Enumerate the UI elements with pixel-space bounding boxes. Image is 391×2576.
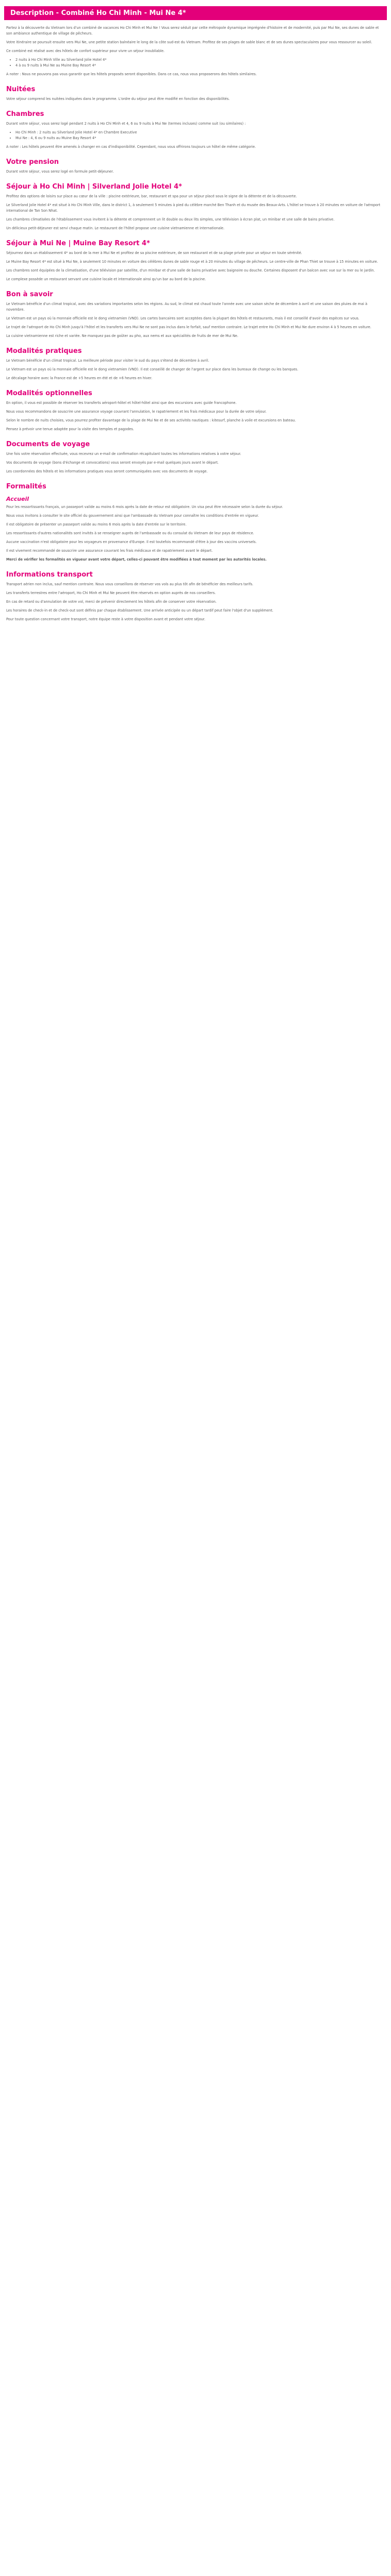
room-item: • Ho Chi Minh : 2 nuits au Silverland Jolie Hotel 4* en Chambre Executive [15, 130, 385, 135]
documents-paragraph: Vos documents de voyage (bons d'échange et convocations) vous seront envoyés par e-mail quelques jours avant le départ. [6, 461, 219, 465]
nights-paragraph: Votre séjour comprend les nuitées indiquées dans le programme. L'ordre du séjour peut être modifié en fonction des disponibilités. [6, 97, 230, 101]
description-banner: Description - Combiné Ho Chi Minh - Mui Ne 4* [4, 6, 387, 20]
optional-paragraph: En option, il vous est possible de réserver les transferts aéroport-hôtel et hôtel-hôtel ainsi que des excursions avec guide francophone. [6, 401, 237, 405]
rooms-heading: Chambres [6, 110, 44, 118]
formalities-paragraph: Les ressortissants d'autres nationalités sont invités à se renseigner auprès de l'ambassade ou du consulat du Vietnam de leur pays de résidence. [6, 531, 254, 535]
rooms-list [6, 130, 385, 141]
mui-ne-stay-heading: Séjour à Mui Ne | Muine Bay Resort 4* [6, 240, 150, 247]
good-to-know-paragraph: La cuisine vietnamienne est riche et variée. Ne manquez pas de goûter au pho, aux nems et aux spécialités de fruits de mer de Mui Ne. [6, 334, 238, 338]
practical-paragraph: Le Vietnam bénéficie d'un climat tropical. La meilleure période pour visiter le sud du pays s'étend de décembre à avril. [6, 359, 209, 363]
formalities-paragraph: Nous vous invitons à consulter le site officiel du gouvernement ainsi que l'ambassade du Vietnam pour connaître les conditions d'entrée en vigueur. [6, 514, 259, 518]
transport-heading: Informations transport [6, 571, 93, 579]
optional-heading: Modalités optionnelles [6, 389, 92, 397]
documents-paragraph: Les coordonnées des hôtels et les informations pratiques vous seront communiquées avec vos documents de voyage. [6, 469, 208, 473]
formalities-paragraph: Il est vivement recommandé de souscrire une assurance couvrant les frais médicaux et de rapatriement avant le départ. [6, 549, 213, 553]
intro-paragraph: Partez à la découverte du Vietnam lors d'un combiné de vacances Ho Chi Minh et Mui Ne ! Vous serez séduit par cette métropole dynamique imprégnée d'histoire et de modernité, puis par Mui Ne, ses dunes de sable et son ambiance authentique de village de pêcheurs. [6, 26, 379, 36]
page [0, 6, 391, 636]
documents-paragraph: Une fois votre réservation effectuée, vous recevrez un e-mail de confirmation récapitulant toutes les informations relatives à votre séjour. [6, 452, 241, 456]
mui-ne-paragraph: Séjournez dans un établissement 4* au bord de la mer à Mui Ne et profitez de sa piscine extérieure, de son restaurant et de sa plage privée pour un séjour en toute sérénité. [6, 251, 302, 255]
intro-section [0, 25, 391, 622]
hcm-paragraph: Profitez des options de loisirs sur place au cœur de la ville : piscine extérieure, bar, restaurant et spa pour un séjour placé sous le signe de la détente et de la découverte. [6, 194, 297, 198]
good-to-know-paragraph: Le Vietnam est un pays où la monnaie officielle est le dong vietnamien (VND). Les cartes bancaires sont acceptées dans la plupart des hôtels et restaurants, mais il est conseillé d'avoir des espèces sur vous. [6, 316, 360, 320]
good-to-know-heading: Bon à savoir [6, 291, 53, 298]
transport-paragraph: En cas de retard ou d'annulation de votre vol, merci de prévenir directement les hôtels afin de conserver votre réservation. [6, 600, 217, 604]
mui-ne-paragraph: Le Muine Bay Resort 4* est situé à Mui Ne, à seulement 10 minutes en voiture des célèbres dunes de sable rouge et à 20 minutes du village de pêcheurs. Le centre-ville de Phan Thiet se trouve à 15 minutes en voiture. [6, 260, 378, 264]
formalities-paragraph: Pour les ressortissants français, un passeport valide au moins 6 mois après la date de retour est obligatoire. Un visa peut être nécessaire selon la durée du séjour. [6, 505, 283, 509]
hcm-paragraph: Le Silverland Jolie Hotel 4* est situé à Ho Chi Minh Ville, dans le district 1, à seulement 5 minutes à pied du célèbre marché Ben Thanh et du musée des Beaux-Arts. L'hôtel se trouve à 20 minutes en voiture de l'aéroport international de Tan Son Nhat. [6, 203, 381, 213]
room-item: • Mui Ne : 4, 6 ou 9 nuits au Muine Bay Resort 4* [15, 135, 385, 141]
optional-paragraph: Pensez à prévoir une tenue adaptée pour la visite des temples et pagodes. [6, 427, 134, 431]
itinerary-item: • 4 à ou 9 nuits à Mui Ne au Muine Bay Resort 4* [15, 63, 385, 69]
hcm-paragraph: Un délicieux petit-déjeuner est servi chaque matin. Le restaurant de l'hôtel propose une cuisine vietnamienne et internationale. [6, 226, 225, 230]
good-to-know-paragraph: Le trajet de l'aéroport de Ho Chi Minh jusqu'à l'hôtel et les transferts vers Mui Ne ne sont pas inclus dans le forfait, sauf mention contraire. Le trajet entre Ho Chi Minh et Mui Ne dure environ 4 à 5 heures en voiture. [6, 325, 371, 329]
itinerary-note: A noter : Nous ne pouvons pas vous garantir que les hôtels proposés seront disponibles. Dans ce cas, nous vous proposerons des hôtels similaires. [6, 72, 257, 76]
documents-heading: Documents de voyage [6, 440, 90, 448]
intro-paragraph: Ce combiné est réalisé avec des hôtels de confort supérieur pour vivre un séjour inoubliable. [6, 49, 165, 53]
mui-ne-paragraph: Le complexe possède un restaurant servant une cuisine locale et internationale ainsi qu'un bar au bord de la piscine. [6, 277, 206, 281]
optional-paragraph: Selon le nombre de nuits choisies, vous pourrez profiter davantage de la plage de Mui Ne et de ses activités nautiques : kitesurf, planche à voile et excursions en bateau. [6, 418, 296, 422]
hcm-paragraph: Les chambres climatisées de l'établissement vous invitent à la détente et comprennent un lit double ou deux lits simples, une télévision à écran plat, un minibar et une salle de bains privative. [6, 217, 335, 222]
rooms-note: A noter : Les hôtels peuvent être amenés à changer en cas d'indisponibilité. Cependant, nous vous offrirons toujours un hôtel de même catégorie. [6, 145, 256, 149]
intro-paragraph: Votre itinéraire se poursuit ensuite vers Mui Ne, une petite station balnéaire le long de la côte sud-est du Vietnam. Profitez de ses plages de sable blanc et de ses dunes spectaculaires pour vous ressourcer au soleil. [6, 40, 372, 44]
transport-paragraph: Les transferts terrestres entre l'aéroport, Ho Chi Minh et Mui Ne peuvent être réservés en option auprès de nos conseillers. [6, 591, 216, 595]
transport-paragraph: Les horaires de check-in et de check-out sont définis par chaque établissement. Une arrivée anticipée ou un départ tardif peut faire l'objet d'un supplément. [6, 608, 273, 613]
transport-paragraph: Transport aérien non inclus, sauf mention contraire. Nous vous conseillons de réserver vos vols au plus tôt afin de bénéficier des meilleurs tarifs. [6, 582, 253, 586]
formalities-paragraph: Aucune vaccination n'est obligatoire pour les voyageurs en provenance d'Europe. Il est toutefois recommandé d'être à jour des vaccins universels. [6, 540, 257, 544]
formalities-note: Merci de vérifier les formalités en vigueur avant votre départ, celles-ci pouvant être modifiées à tout moment par les autorités locales. [6, 557, 267, 562]
formalities-subheading: Accueil [6, 496, 29, 502]
transport-paragraph: Pour toute question concernant votre transport, notre équipe reste à votre disposition avant et pendant votre séjour. [6, 617, 205, 621]
good-to-know-paragraph: Le Vietnam bénéficie d'un climat tropical, avec des variations importantes selon les régions. Au sud, le climat est chaud toute l'année avec une saison sèche de décembre à avril et une saison des pluies de mai à novembre. [6, 302, 367, 312]
itinerary-item: • 2 nuits à Ho Chi Minh Ville au Silverland Jolie Hotel 4* [15, 57, 385, 63]
hcm-stay-heading: Séjour à Ho Chi Minh | Silverland Jolie Hotel 4* [6, 183, 182, 191]
mui-ne-paragraph: Les chambres sont équipées de la climatisation, d'une télévision par satellite, d'un minibar et d'une salle de bains privative avec baignoire ou douche. Certaines disposent d'un balcon avec vue sur la mer ou le jardin. [6, 268, 375, 273]
nights-heading: Nuitées [6, 86, 36, 93]
optional-paragraph: Nous vous recommandons de souscrire une assurance voyage couvrant l'annulation, le rapatriement et les frais médicaux pour la durée de votre séjour. [6, 410, 267, 414]
pension-heading: Votre pension [6, 158, 59, 166]
rooms-intro: Durant votre séjour, vous serez logé pendant 2 nuits à Ho Chi Minh et 4, 6 ou 9 nuits à Mui Ne (termes incluses) comme suit (ou similaires) : [6, 122, 246, 126]
practical-paragraph: Le Vietnam est un pays où la monnaie officielle est le dong vietnamien (VND). Il est conseillé de changer de l'argent sur place dans les bureaux de change ou les banques. [6, 367, 299, 371]
itinerary-list [6, 57, 385, 69]
pension-paragraph: Durant votre séjour, vous serez logé en formule petit-déjeuner. [6, 170, 114, 174]
formalities-paragraph: Il est obligatoire de présenter un passeport valide au moins 6 mois après la date d'entrée sur le territoire. [6, 522, 187, 527]
practical-heading: Modalités pratiques [6, 347, 82, 355]
formalities-heading: Formalités [6, 483, 46, 490]
practical-paragraph: Le décalage horaire avec la France est de +5 heures en été et de +6 heures en hiver. [6, 376, 153, 380]
